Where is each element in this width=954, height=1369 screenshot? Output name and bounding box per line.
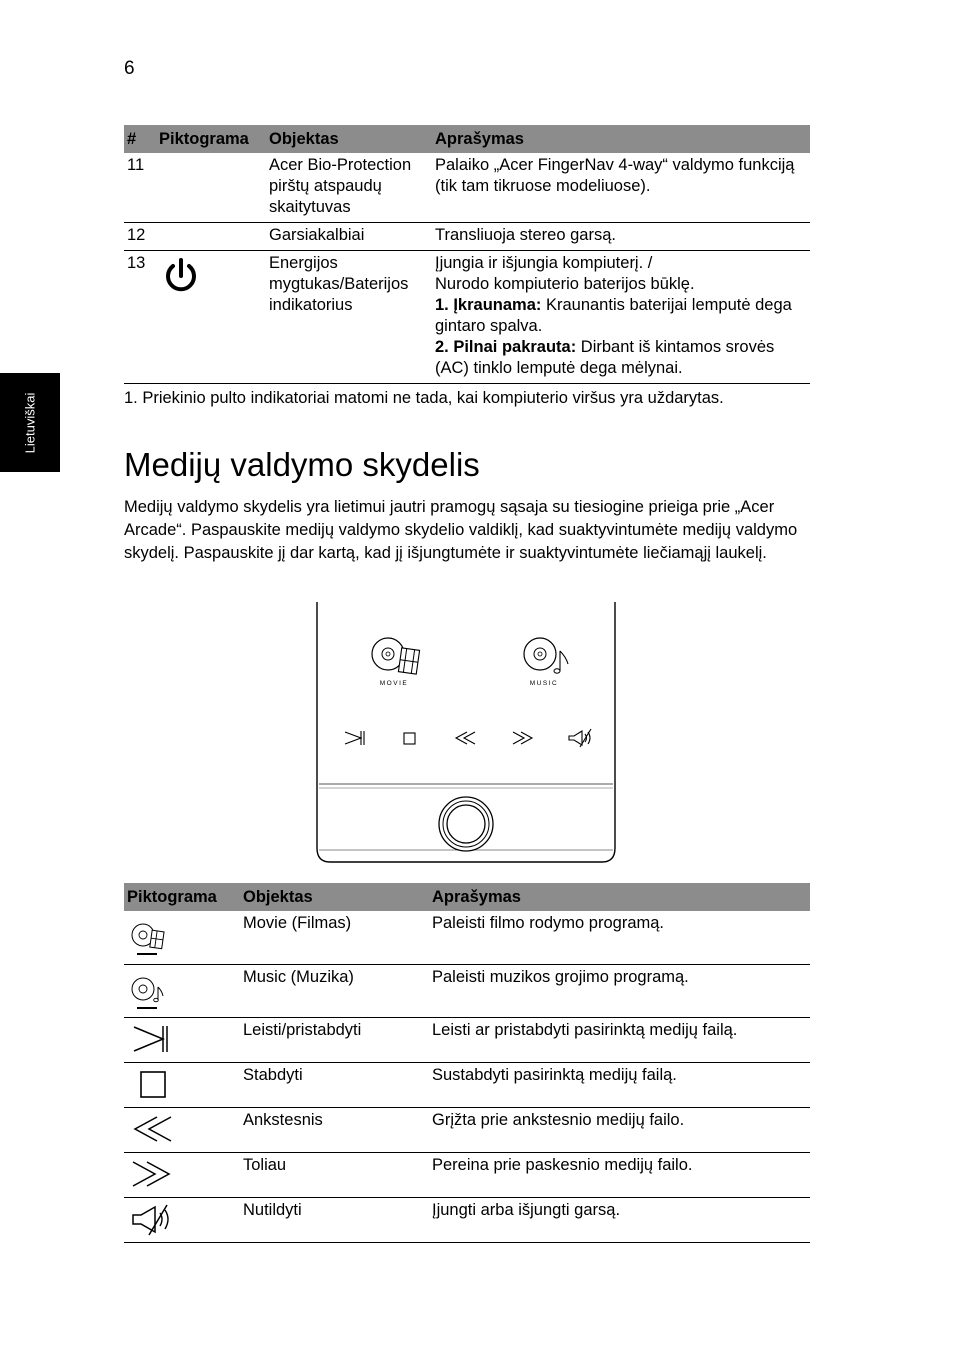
components-table: [124, 125, 810, 384]
row-description: Pereina prie paskesnio medijų failo.: [429, 1152, 810, 1197]
row-description: Įjungti arba išjungti garsą.: [429, 1197, 810, 1242]
row-object: Energijos mygtukas/Baterijos indikatorius: [266, 251, 432, 384]
row-icon-cell: [124, 1152, 240, 1197]
row-object: Acer Bio-Protection pirštų atspaudų skaitytuvas: [266, 153, 432, 223]
table-row: [124, 1107, 810, 1152]
intro-paragraph: Medijų valdymo skydelis yra lietimui jautri pramogų sąsaja su tiesiogine prieiga prie „Acer Arcade“. Paspauskite medijų valdymo skydelio valdiklį, kad suaktyvintumėte medijų valdymo skydelį. Paspauskite jį dar kartą, kad jį išjungtumėte ir suaktyvintumėte liečiamąjį laukelį.: [124, 498, 798, 562]
table-row: [124, 153, 810, 223]
item-text: Kraunantis baterijai lemputė dega gintaro spalva.: [435, 296, 792, 335]
row-icon-cell: [124, 1062, 240, 1107]
table-row: [124, 1152, 810, 1197]
footnote: 1. Priekinio pulto indikatoriai matomi ne tada, kai kompiuterio viršus yra uždarytas.: [124, 389, 724, 407]
stop-icon[interactable]: [404, 733, 415, 744]
play-pause-icon[interactable]: [345, 731, 364, 745]
row-number: 13: [124, 251, 156, 384]
row-icon-cell: [124, 964, 240, 1017]
previous-icon[interactable]: [456, 732, 475, 744]
header-description: Aprašymas: [429, 883, 810, 911]
next-icon[interactable]: [513, 732, 532, 744]
mute-icon: [127, 1202, 175, 1238]
row-icon-cell: [156, 153, 266, 223]
row-icon-cell: [156, 223, 266, 251]
media-panel-button[interactable]: [439, 797, 493, 851]
row-description: Leisti ar pristabdyti pasirinktą medijų failą.: [429, 1017, 810, 1062]
row-object: Garsiakalbiai: [266, 223, 432, 251]
power-icon: [161, 256, 201, 298]
previous-icon: [127, 1112, 175, 1148]
row-description: Transliuoja stereo garsą.: [432, 223, 810, 251]
header-description: Aprašymas: [432, 125, 810, 153]
row-number: 11: [124, 153, 156, 223]
header-object: Objektas: [240, 883, 429, 911]
movie-icon[interactable]: [372, 638, 420, 674]
row-number: 12: [124, 223, 156, 251]
row-description: Paleisti muzikos grojimo programą.: [429, 964, 810, 1017]
row-object: Leisti/pristabdyti: [240, 1017, 429, 1062]
item-label: 1. Įkraunama:: [435, 296, 542, 314]
table-row: [124, 1197, 810, 1242]
row-icon-cell: [156, 251, 266, 384]
table-row: [124, 223, 810, 251]
row-description: Grįžta prie ankstesnio medijų failo.: [429, 1107, 810, 1152]
desc-line: Įjungia ir išjungia kompiuterį. /: [435, 254, 653, 272]
stop-icon: [127, 1067, 171, 1103]
table-header-row: [124, 125, 810, 153]
desc-line: Nurodo kompiuterio baterijos būklę.: [435, 275, 695, 293]
page-number: 6: [124, 58, 135, 79]
row-object: Ankstesnis: [240, 1107, 429, 1152]
item-label: 2. Pilnai pakrauta:: [435, 338, 577, 356]
media-panel-illustration: [310, 600, 622, 866]
row-icon-cell: [124, 1107, 240, 1152]
row-description: Sustabdyti pasirinktą medijų failą.: [429, 1062, 810, 1107]
play-pause-icon: [127, 1022, 171, 1058]
row-icon-cell: [124, 1017, 240, 1062]
table-header-row: [124, 883, 810, 911]
table-row: [124, 1062, 810, 1107]
row-icon-cell: [124, 911, 240, 964]
music-icon: [127, 971, 167, 1013]
item-text: Dirbant iš kintamos srovės (AC) tinklo lemputė dega mėlynai.: [435, 338, 775, 377]
table-row: [124, 911, 810, 964]
desc-item: [435, 337, 807, 379]
row-description: Palaiko „Acer FingerNav 4-way“ valdymo funkciją (tik tam tikruose modeliuose).: [432, 153, 810, 223]
movie-label: MOVIE: [379, 680, 409, 687]
header-object: Objektas: [266, 125, 432, 153]
table-row: [124, 1017, 810, 1062]
mute-icon[interactable]: [569, 729, 591, 747]
language-side-tab: [0, 373, 60, 472]
header-icon: Piktograma: [156, 125, 266, 153]
desc-item: [435, 295, 807, 337]
music-icon[interactable]: [524, 638, 568, 673]
header-num: #: [124, 125, 156, 153]
table-row: [124, 964, 810, 1017]
music-label: MUSIC: [529, 680, 559, 687]
movie-icon: [127, 917, 167, 959]
row-icon-cell: [124, 1197, 240, 1242]
row-object: Music (Muzika): [240, 964, 429, 1017]
row-description: Paleisti filmo rodymo programą.: [429, 911, 810, 964]
row-object: Stabdyti: [240, 1062, 429, 1107]
row-object: Movie (Filmas): [240, 911, 429, 964]
row-object: Toliau: [240, 1152, 429, 1197]
row-description: [432, 251, 810, 384]
table-row: [124, 251, 810, 384]
header-icon: Piktograma: [124, 883, 240, 911]
next-icon: [127, 1157, 175, 1193]
row-object: Nutildyti: [240, 1197, 429, 1242]
section-title: Medijų valdymo skydelis: [124, 446, 480, 483]
side-tab-label: Lietuviškai: [22, 392, 38, 454]
media-panel-table: [124, 883, 810, 1243]
